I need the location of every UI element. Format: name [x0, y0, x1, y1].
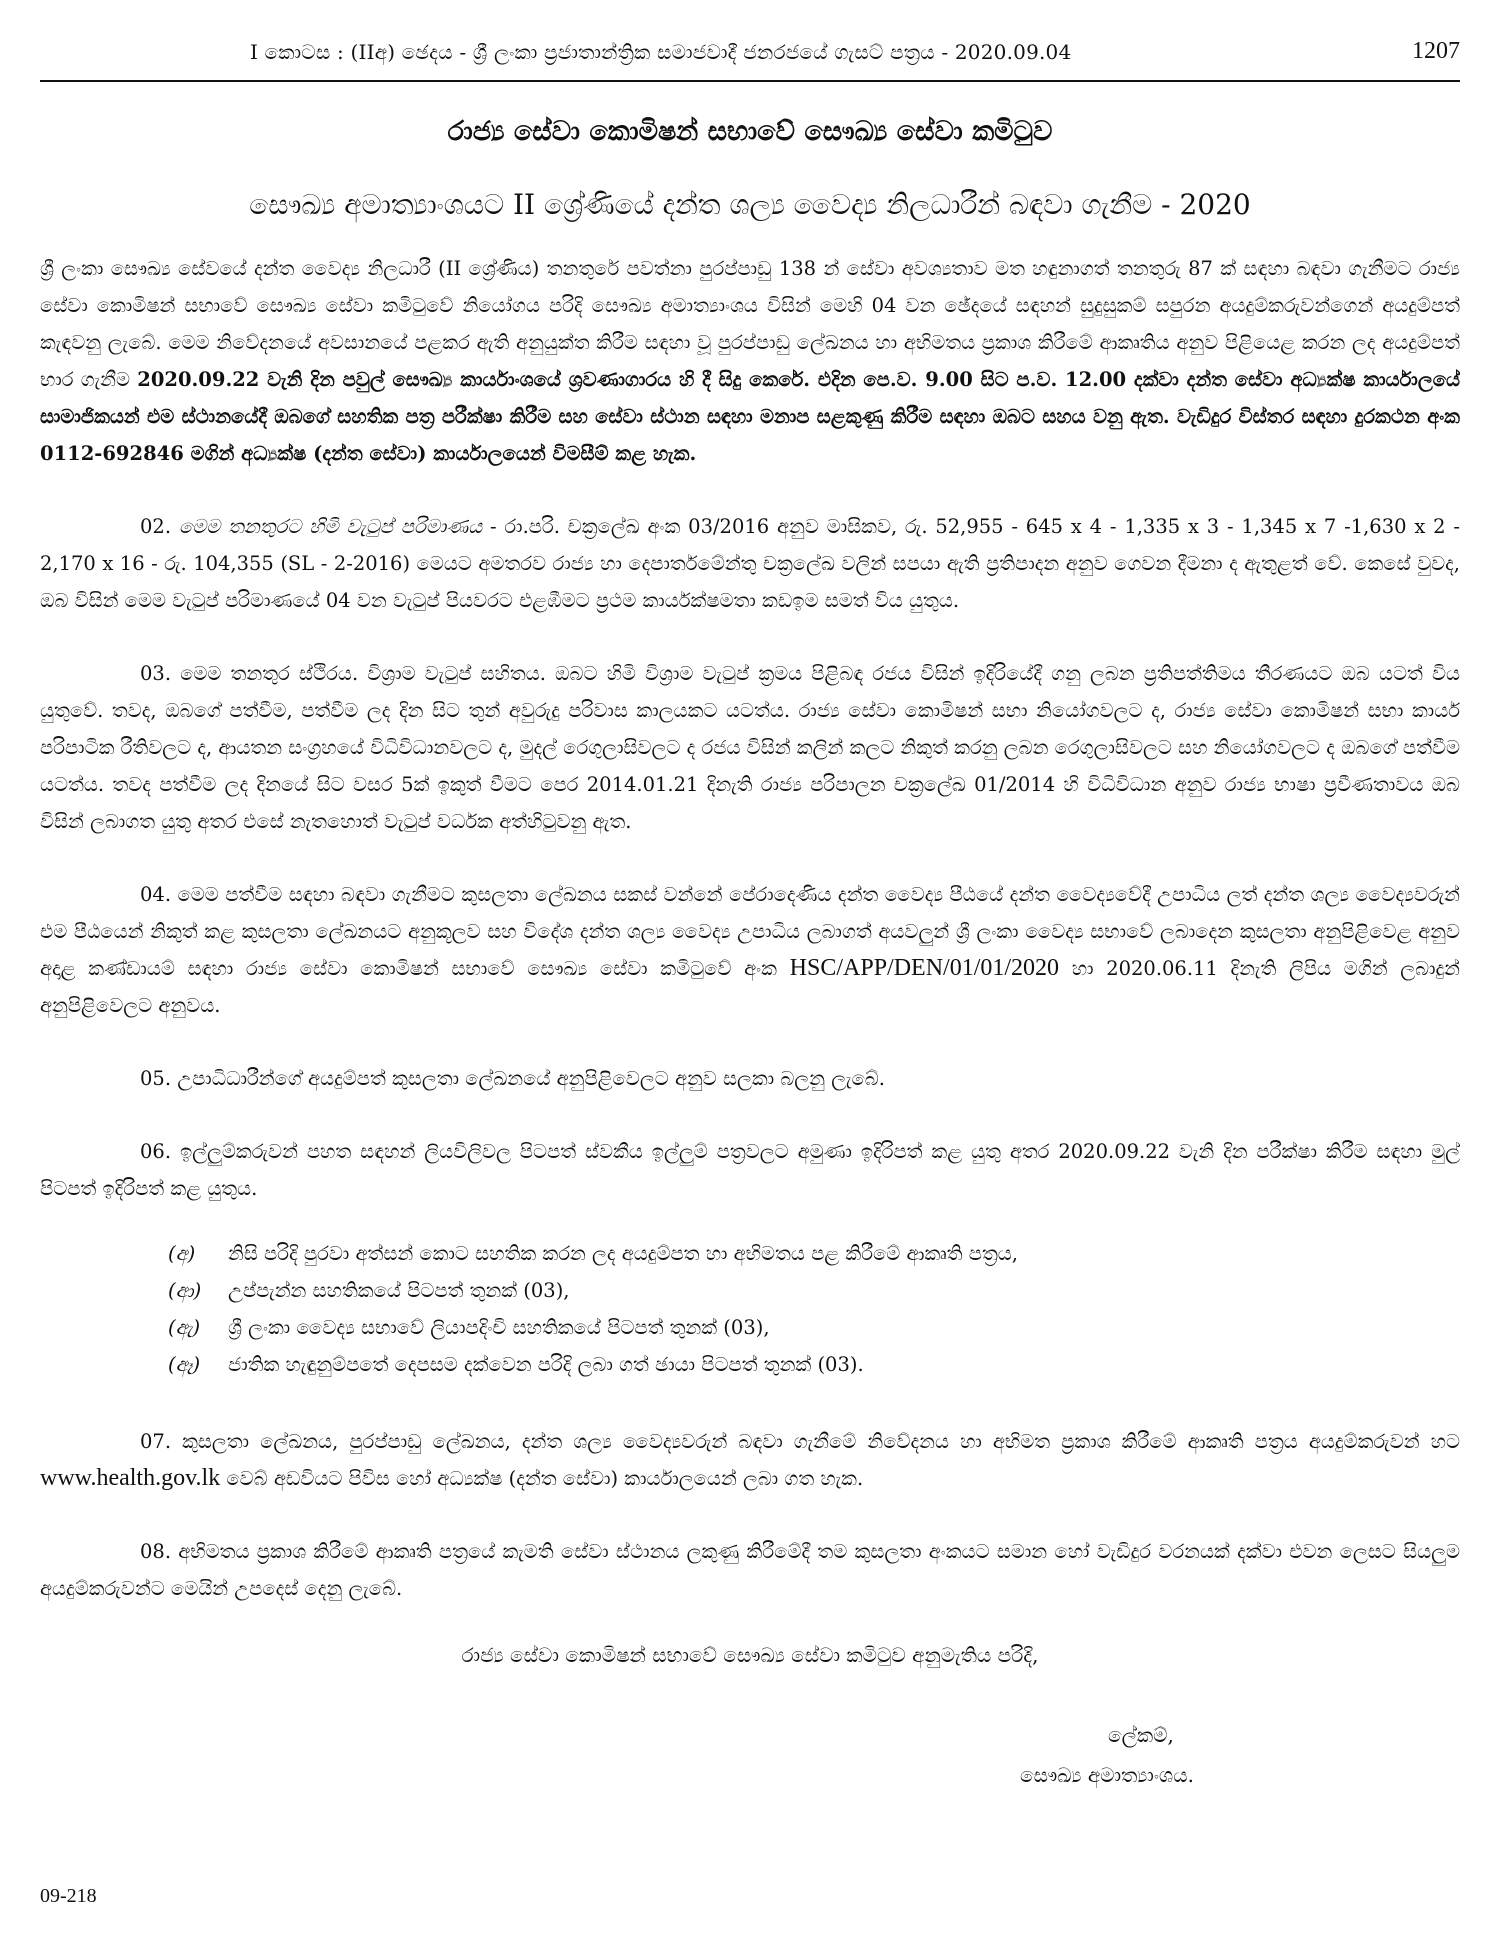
paragraph-04: [40, 876, 1460, 1024]
list-item-text: නිසි පරිදි පුරවා අත්සන් කොට සහතික කරන ලද අයදුම්පත හා අභිමතය පළ කිරීමේ ආකෘති පත්‍රය,: [228, 1242, 1019, 1265]
list-item-text: උප්පැන්න සහතිකයේ පිටපත් තුනක් (03),: [228, 1279, 570, 1302]
paragraph-06-text: ඉල්ලුම්කරුවන් පහත සඳහන් ලියවිලිවල පිටපත් ස්වකීය ඉල්ලුම් පත්‍රවලට අමුණා ඉදිරිපත් කළ යුතු අතර 2020.09.22 වැනි දින පරීක්ෂා කිරීම සඳහා මුල් පිටපත් ඉදිරිපත් කළ යුතුය.: [40, 1140, 1460, 1200]
gazette-page: [40, 30, 1460, 1930]
notice-title: සෞඛ්‍ය අමාත්‍යාංශයට II ශ්‍රේණියේ දන්ත ශල්‍ය වෛද්‍ය නිලධාරීන් බඳවා ගැනීම - 2020: [249, 188, 1251, 221]
paragraph-08-text: අභිමතය ප්‍රකාශ කිරීමේ ආකෘති පත්‍රයේ කැමති සේවා ස්ථානය ලකුණු කිරීමේදී තම කුසලතා අංකයට සමාන හෝ වැඩිදුර වරනයක් දක්වා එවන ලෙසට සියලුම අයදුම්කරුවන්ට මෙයින් උපදෙස් දෙනු ලැබේ.: [40, 1540, 1460, 1600]
signature-ministry: සෞඛ්‍ය අමාත්‍යාංශය.: [1020, 1763, 1194, 1787]
paragraph-04-text-b: හා 2020.06.11 දිනැති ලිපිය මගින් ලබාදුන් අනුපිළිවෙලට අනුවය.: [40, 957, 1460, 1017]
paragraph-06-number: 06.: [140, 1140, 172, 1163]
paragraph-02-text: - රා.පරි. චක්‍රලේඛ අංක 03/2016 අනුව මාසිකව, රු. 52,955 - 645 x 4 - 1,335 x 3 - 1,345 x 7 -1,630 x 2 - 2,170 x 16 - රු. 104,355 (SL - 2-2016) මෙයට අමතරව රාජ්‍ය හා දෙපාර්තමේන්තු චක්‍රලේඛ වලින් සපයා ඇති ප්‍රතිපාදන අනුව ගෙවන දීමනා ද ඇතුළත් වේ. කෙසේ වුවද, ඔබ විසින් මෙම වැටුප් පරිමාණයේ 04 වන වැටුප් පියවරට එළඹීමට ප්‍රථම කාර්යක්ෂමතා කඩඉම සමත් විය යුතුය.: [40, 515, 1460, 612]
paragraph-05: [40, 1060, 1460, 1097]
paragraph-03-text: මෙම තනතුර ස්ථිරය. විශ්‍රාම වැටුප් සහිතය. ඔබට හිමි විශ්‍රාම වැටුප් ක්‍රමය පිළිබඳ රජය විසින් ඉදිරියේදී ගනු ලබන ප්‍රතිපත්තිමය තීරණයට ඔබ යටත් විය යුතුවේ. තවද, ඔබගේ පත්වීම, පත්වීම ලද දින සිට තුන් අවුරුදු පරිවාස කාලයකට යටත්ය. රාජ්‍ය සේවා කොමිෂන් සභා නියෝගවලට ද, රාජ්‍ය සේවා කොමිෂන් සභා කාර්ය පරිපාටික රීතිවලට ද, ආයතන සංග්‍රහයේ විධිවිධානවලට ද, මුදල් රෙගුලාසිවලට ද රජය විසින් කලින් කලට නිකුත් කරනු ලබන රෙගුලාසිවලට සහ නියෝගවලට ද ඔබගේ පත්වීම යටත්ය. තවද පත්වීම ලද දිනයේ සිට වසර 5ක් ඉකුත් වීමට පෙර 2014.01.21 දිනැති රාජ්‍ය පරිපාලන චක්‍රලේඛ 01/2014 හි විධිවිධාන අනුව රාජ්‍ය භාෂා ප්‍රවීණතාවය ඔබ විසින් ලබාගත යුතු අතර එසේ නැතහොත් වැටුප් වර්ධක අත්හිටුවනු ඇත.: [40, 662, 1460, 833]
list-item: [40, 1272, 1460, 1309]
paragraph-07-text-b: වෙබ් අඩවියට පිවිස හෝ අධ්‍යක්ෂ (දන්ත සේවා) කාර්යාලයෙන් ලබා ගත හැක.: [226, 1467, 864, 1490]
list-item-label: (අ): [168, 1242, 196, 1265]
list-item-label: (ඇ): [168, 1316, 201, 1339]
closing-line: රාජ්‍ය සේවා කොමිෂන් සභාවේ සෞඛ්‍ය සේවා කමිටුව අනුමැතිය පරිදි,: [461, 1643, 1039, 1667]
paragraph-07-text-a: කුසලතා ලේඛනය, පුරප්පාඩු ලේඛනය, දන්ත ශල්‍ය වෛද්‍යවරුන් බඳවා ගැනීමේ නිවේදනය හා අභිමත ප්‍රකාශ කිරීමේ ආකෘති පත්‍රය අයදුම්කරුවන් හට: [182, 1430, 1460, 1453]
committee-title: රාජ්‍ය සේවා කොමිෂන් සභාවේ සෞඛ්‍ය සේවා කමිටුව: [447, 116, 1053, 147]
website-link[interactable]: www.health.gov.lk: [40, 1465, 221, 1491]
paragraph-05-text: උපාධිධාරීන්ගේ අයදුම්පත් කුසලතා ලේඛනයේ අනුපිළිවෙලට අනුව සලකා බලනු ලැබේ.: [177, 1067, 885, 1090]
paragraph-08-number: 08.: [140, 1540, 172, 1563]
list-item-label: (ඈ): [168, 1353, 201, 1376]
paragraph-02: [40, 508, 1460, 619]
list-item: [40, 1235, 1460, 1272]
signature-block: [1020, 1715, 1460, 1795]
footer-code: 09-218: [40, 1885, 97, 1907]
list-item-label: (ආ): [168, 1279, 202, 1302]
signature-title: ලේකම්,: [1108, 1723, 1174, 1747]
salary-scale-label: මෙම තනතුරට හිමි වැටුප් පරිමාණය: [178, 515, 483, 538]
paragraph-03-number: 03.: [140, 662, 172, 685]
list-item: [40, 1309, 1460, 1346]
paragraph-07: [40, 1423, 1460, 1497]
paragraph-05-number: 05.: [140, 1067, 172, 1090]
paragraph-03: [40, 655, 1460, 840]
paragraph-01-text: ශ්‍රී ලංකා සෞඛ්‍ය සේවයේ දන්ත වෛද්‍ය නිලධාරී (II ශ්‍රේණිය) තනතුරේ පවත්නා පුරප්පාඩු 138 න් සේවා අවශ්‍යතාව මත හඳුනාගත් තනතුරු 87 ක් සඳහා බඳවා ගැනීමට රාජ්‍ය සේවා කොමිෂන් සභාවේ සෞඛ්‍ය සේවා කමිටුවේ නියෝගය පරිදි සෞඛ්‍ය අමාත්‍යාංශය විසින් මෙහි 04 වන ඡේදයේ සඳහන් සුදුසුකම් සපුරන අයදුම්කරුවන්ගෙන් අයදුම්පත් කැඳවනු ලැබේ. මෙම නිවේදනයේ අවසානයේ පළකර ඇති අනුයුක්ත කිරීම සඳහා වූ පුරප්පාඩු ලේඛනය හා අභිමතය ප්‍රකාශ කිරීමේ ආකෘතිය අනුව පිළියෙළ කරන ලද අයදුම්පත් භාර ගැනීම: [40, 257, 1460, 391]
list-item: [40, 1346, 1460, 1383]
paragraph-04-number: 04.: [140, 883, 172, 906]
paragraph-01-bold-text: 2020.09.22 වැනි දින පවුල් සෞඛ්‍ය කාර්යාංශයේ ශ්‍රවණාගාරය හි දී සිදු කෙරේ. එදින පෙ.ව. 9.00 සිට ප.ව. 12.00 දක්වා දන්ත සේවා අධ්‍යක්ෂ කාර්යාලයේ සාමාජිකයන් එම ස්ථානයේදී ඔබගේ සහතික පත්‍ර පරීක්ෂා කිරීම සහ සේවා ස්ථාන සඳහා මනාප සළකුණු කිරීම සඳහා ඔබට සහය වනු ඇත. වැඩිදුර විස්තර සඳහා දුරකථන අංක 0112-692846 මගින් අධ්‍යක්ෂ (දන්ත සේවා) කාර්යාලයෙන් විමසීම් කළ හැක.: [40, 368, 1460, 465]
paragraph-04-text-a: මෙම පත්වීම සඳහා බඳවා ගැනීමට කුසලතා ලේඛනය සකස් වන්නේ පේරාදෙණිය දන්ත වෛද්‍ය පීඨයේ දන්ත වෛද්‍යවේදී උපාධිය ලත් දන්ත ශල්‍ය වෛද්‍යවරුන් එම පීඨයෙන් නිකුත් කළ කුසලතා ලේඛනයට අනුකූලව සහ විදේශ දන්ත ශල්‍ය වෛද්‍ය උපාධිය ලබාගත් අයවලුන් ශ්‍රී ලංකා වෛද්‍ය සභාවේ ලබාදෙන කුසලතා අනුපිළිවෙළ අනුව අදාළ කණ්ඩායම් සඳහා රාජ්‍ය සේවා කොමිෂන් සභාවේ සෞඛ්‍ය සේවා කමිටුවේ අංක: [40, 883, 1460, 980]
paragraph-06: [40, 1133, 1460, 1207]
paragraph-01: [40, 250, 1460, 472]
reference-code: HSC/APP/DEN/01/01/2020: [789, 955, 1060, 981]
page-header: [40, 30, 1460, 82]
list-item-text: ජාතික හැඳුනුම්පතේ දෙපසම දක්වෙන පරිදි ලබා ගත් ඡායා පිටපත් තුනක් (03).: [228, 1353, 864, 1376]
header-text: I කොටස : (IIඅ) ඡෙදය - ශ්‍රී ලංකා ප්‍රජාතාන්ත්‍රික සමාජවාදී ජනරජයේ ගැසට් පත්‍රය - 2020.09.04: [250, 40, 1072, 64]
list-item-text: ශ්‍රී ලංකා වෛද්‍ය සභාවේ ලියාපදිංචි සහතිකයේ පිටපත් තුනක් (03),: [228, 1316, 770, 1339]
documents-list: [40, 1235, 1460, 1383]
page-number: 1207: [1412, 38, 1460, 64]
paragraph-08: [40, 1533, 1460, 1607]
paragraph-02-number: 02.: [140, 515, 172, 538]
paragraph-07-number: 07.: [140, 1430, 172, 1453]
